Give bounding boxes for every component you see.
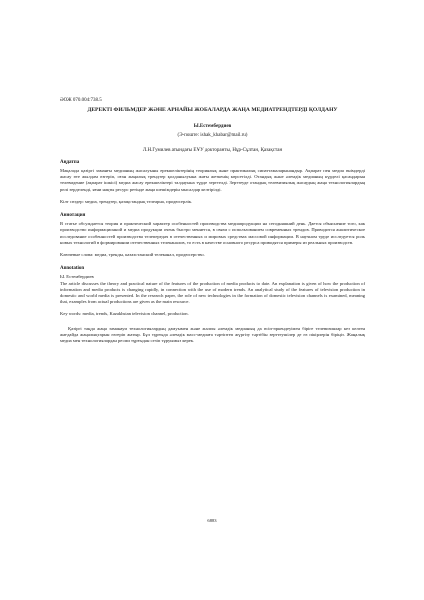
abstract-ru-heading: Аннотация <box>60 213 86 219</box>
abstract-en-heading: Annotation <box>60 266 85 272</box>
author-affiliation: Л.Н.Гумилев атындағы ЕҰУ докторанты, Нұр-Сұлтан, Қазақстан <box>142 147 283 153</box>
abstract-ru-keywords: Ключевые слова: медиа, тренды, казахстанский телеканал, продюсерство. <box>60 252 205 258</box>
paper-page <box>60 98 365 344</box>
abstract-kz-text: Мақалада қазіргі заманғы медианың жасалуыны ерекшеліктерінің теориялық және практикалық сипаттамаларынандыр. Ақпарат пен медиа өнімдерді жасау өте жылдам өзгеріп, оған жаңалық трендтер қолданылуына жағы жеткенің көрсетілді. Отандық және әлемдік медианың күрделі қасаңдарын телевидение (ақпарат ішкісі) медиа жасау ерекшеліктері талдауына түрде зерттелді. Зерттеуде отандық телевизиялық жасаудың жаңа технологиялардың рөлі зерделенді, яғни нақты ресурс ретінде жаңа шешімдерін мысалдар келтірілді. <box>60 168 365 192</box>
author-name: Ы.Естембердиев <box>193 124 232 130</box>
abstract-kz-heading: Аңдатпа <box>60 159 80 165</box>
udk-code: ӘОЖ 070.004:738.5 <box>60 98 102 103</box>
abstract-ru-text: В статье обсуждается теория и практический характер особенностей производства медиапродукции на сегодняшний день. Дается объяснение того, как производство информационной и медиа продукции очень быстро меняется, в связи с использованием современных трендов. Приводится аналитическое исследование особенностей производства телепередач в отечественных и мировых средствах массовой информации. В научном труде исследуется роль новых технологий в формировании отечественных телеканалов, то есть в качестве основного ресурса приводятся примеры из реальных производств. <box>60 221 365 245</box>
author-email: (Э-поште: ishak_khabar@mail.ru) <box>177 133 248 139</box>
abstract-en-intro: Ы. Естембердиев <box>60 274 94 280</box>
abstract-en-text: The article discusses the theory and practical nature of the features of the production of media products to date. An explanation is given of how the production of information and media products is changing rapidly, in connection with the use of modern trends. An analytical study of the features of television production in domestic and world media is presented. In the research paper, the role of new technologies in the formation of domestic television channels is examined, meaning that, examples from actual productions are given as the main resource. <box>60 280 365 305</box>
abstract-en-keywords: Key words: media, trends, Kazakhstan television channel, production. <box>60 311 189 317</box>
abstract-kz-keywords: Кілт сөздер: медиа, трендтер, қазақстандық телеарна, продюсерлік. <box>60 198 193 204</box>
page-number: 6883 <box>207 518 217 523</box>
body-paragraph: Қазіргі таңда жаңа заманауи технологиялардың дамуымен және жалпы әлемдік медианың да өсіп-өркендеуімен біріге телевизиялар кез келген жағдайда жаңалықтарын өзгеріп жатыр. Бұл тұрғыда әлемдік масс-медиаға тәртіптеп жүргізу тәртібін зерттеушілер де өз пікірлерін біріңіз. Жаңалық медиа мен технологиялардан ресми тұрғыдан сезіп тұруымыз керек. <box>60 325 365 344</box>
paper-title: ДЕРЕКТІ ФИЛЬМДЕР ЖӘНЕ АРНАЙЫ ЖОБАЛАРДА ЖАҢА МЕДИАТРЕНДТЕРДІ ҚОЛДАНУ <box>87 107 338 114</box>
